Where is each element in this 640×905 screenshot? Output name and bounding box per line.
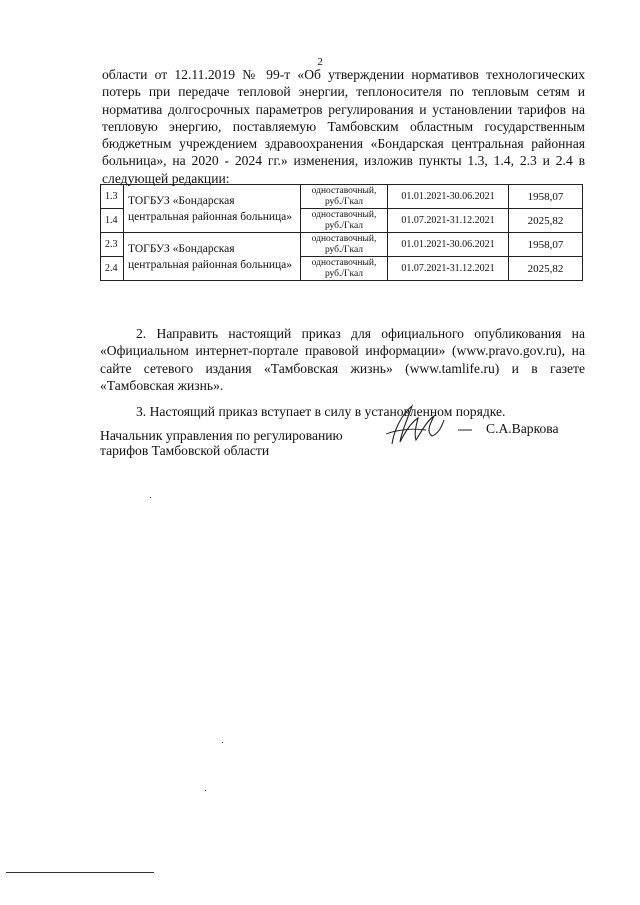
tariff-table (100, 184, 583, 281)
footer-line (6, 872, 154, 873)
intro-text: области от 12.11.2019 № 99-т «Об утверждении нормативов технологических потерь при передаче тепловой энергии, теплоносителя по тепловым сетям и норматива долгосрочных параметров регулирования и установлении тарифов на тепловую энергию, поставляемую Тамбовским областным государственным бюджетным учреждением здравоохранения «Бондарская центральная районная больница», на 2020 - 2024 гг.» изменения, изложив пункты 1.3, 1.4, 2.3 и 2.4 в следующей редакции: (102, 67, 585, 186)
signer-name: С.А.Варкова (486, 421, 559, 436)
organization-cell: ТОГБУЗ «Бондарская центральная районная больница» (124, 233, 301, 281)
scan-speck (205, 790, 206, 791)
scan-speck (222, 742, 223, 743)
scan-speck (150, 497, 151, 498)
period-cell: 01.01.2021-30.06.2021 (388, 233, 509, 257)
unit-cell: одноставочный, руб./Гкал (301, 257, 388, 281)
period-cell: 01.01.2021-30.06.2021 (388, 185, 509, 209)
value-cell: 2025,82 (509, 257, 583, 281)
period-cell: 01.07.2021-31.12.2021 (388, 209, 509, 233)
handwritten-signature (372, 400, 482, 450)
period-cell: 01.07.2021-31.12.2021 (388, 257, 509, 281)
table-row (101, 185, 583, 209)
value-cell: 1958,07 (509, 185, 583, 209)
row-number: 2.3 (101, 233, 124, 257)
paragraph-effective: 3. Настоящий приказ вступает в силу в установленном порядке. (136, 404, 506, 419)
value-cell: 2025,82 (509, 209, 583, 233)
row-number: 1.3 (101, 185, 124, 209)
paragraph-publication: 2. Направить настоящий приказ для официального опубликования на «Официальном интернет-портале правовой информации» (www.pravo.gov.ru), на сайте сетевого издания «Тамбовская жизнь» (www.tamlife.ru) и в газете «Тамбовская жизнь». (100, 326, 585, 393)
page-number: 2 (317, 56, 323, 68)
unit-cell: одноставочный, руб./Гкал (301, 233, 388, 257)
row-number: 1.4 (101, 209, 124, 233)
value-cell: 1958,07 (509, 233, 583, 257)
signer-position: Начальник управления по регулированию тарифов Тамбовской области (100, 428, 343, 458)
row-number: 2.4 (101, 257, 124, 281)
intro-paragraph (102, 66, 585, 187)
unit-cell: одноставочный, руб./Гкал (301, 209, 388, 233)
organization-cell: ТОГБУЗ «Бондарская центральная районная больница» (124, 185, 301, 233)
table-row (101, 233, 583, 257)
unit-cell: одноставочный, руб./Гкал (301, 185, 388, 209)
